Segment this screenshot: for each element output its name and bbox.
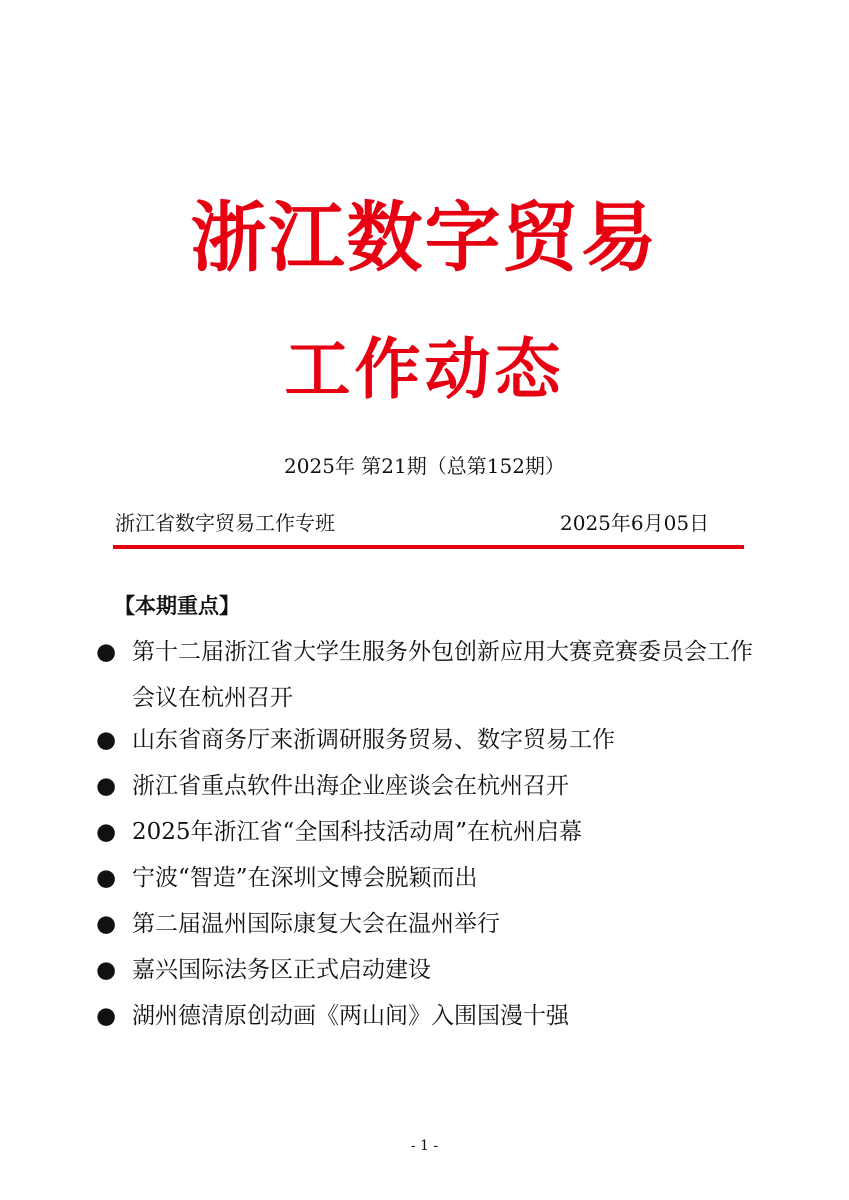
- list-item: [96, 763, 772, 809]
- bullet-icon: ●: [96, 819, 117, 845]
- list-item-text: 第十二届浙江省大学生服务外包创新应用大赛竞赛委员会工作会议在杭州召开: [132, 639, 753, 711]
- bullet-icon: ●: [96, 865, 117, 891]
- list-item: [96, 947, 772, 993]
- issue-line: 2025年 第21期（总第152期）: [284, 454, 565, 478]
- list-item-text: 湖州德清原创动画《两山间》入围国漫十强: [132, 1003, 569, 1029]
- publisher: 浙江省数字贸易工作专班: [115, 511, 335, 535]
- bullet-icon: ●: [96, 773, 117, 799]
- masthead-title: 浙江数字贸易: [190, 193, 659, 282]
- highlights-heading: 【本期重点】: [114, 594, 240, 618]
- bullet-icon: ●: [96, 727, 117, 753]
- publish-date: 2025年6月05日: [560, 511, 710, 535]
- list-item: [96, 901, 772, 947]
- list-item-text: 宁波“智造”在深圳文博会脱颖而出: [132, 865, 478, 891]
- bullet-icon: ●: [96, 1003, 117, 1029]
- list-item-text: 浙江省重点软件出海企业座谈会在杭州召开: [132, 773, 569, 799]
- list-item-text: 山东省商务厅来浙调研服务贸易、数字贸易工作: [132, 727, 615, 753]
- list-item: [96, 855, 772, 901]
- list-item-text: 2025年浙江省“全国科技活动周”在杭州启幕: [132, 819, 583, 845]
- list-item: [96, 717, 772, 763]
- list-item: [96, 629, 772, 721]
- list-item-text: 嘉兴国际法务区正式启动建设: [132, 957, 431, 983]
- bullet-icon: ●: [96, 957, 117, 983]
- list-item-text: 第二届温州国际康复大会在温州举行: [132, 911, 500, 937]
- red-divider: [113, 545, 744, 549]
- list-item: [96, 809, 772, 855]
- list-item: [96, 993, 772, 1039]
- masthead-subtitle: 工作动态: [284, 331, 565, 408]
- bullet-icon: ●: [96, 639, 117, 665]
- bullet-icon: ●: [96, 911, 117, 937]
- page-number: - 1 -: [410, 1138, 439, 1154]
